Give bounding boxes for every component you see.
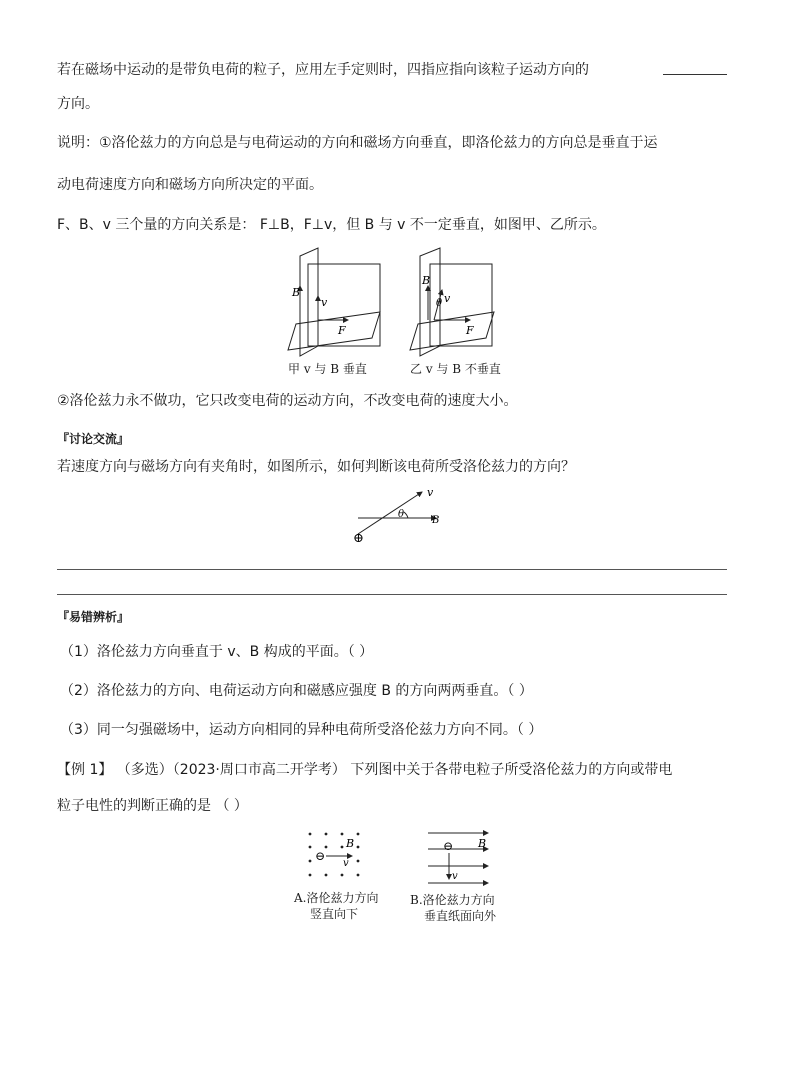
- para1-line1: 若在磁场中运动的是带负电荷的粒子，应用左手定则时，四指应指向该粒子运动方向的: [57, 62, 589, 78]
- para1-line2: 方向。: [57, 96, 99, 112]
- error-item-3: （3）同一匀强磁场中，运动方向相同的异种电荷所受洛伦兹力方向不同。（ ）: [60, 722, 543, 738]
- errors-heading: 『易错辨析』: [57, 610, 130, 624]
- caption-B-1: B.洛伦兹力方向: [410, 893, 495, 907]
- caption-B-2: 垂直纸面向外: [424, 909, 497, 923]
- yi-label-theta: θ: [436, 298, 443, 309]
- example-line2: 粒子电性的判断正确的是 （ ）: [57, 798, 248, 814]
- note-line3: F、B、v 三个量的方向关系是： F⊥B，F⊥v，但 B 与 v 不一定垂直，如图甲、乙所示。: [57, 217, 606, 233]
- yi-label-B: B: [422, 274, 431, 287]
- B-label-v: v: [452, 871, 458, 882]
- caption-A-1: A.洛伦兹力方向: [294, 891, 379, 905]
- A-label-v: v: [343, 858, 349, 869]
- caption-A-2: 竖直向下: [310, 907, 359, 921]
- yi-label-v: v: [444, 292, 451, 305]
- figure-jia-yi: [0, 240, 794, 380]
- discussion-question: 若速度方向与磁场方向有夹角时，如图所示，如何判断该电荷所受洛伦兹力的方向？: [57, 459, 575, 475]
- B-label-B: B: [478, 837, 487, 850]
- angle-label-theta: θ: [398, 509, 405, 520]
- answer-line-1[interactable]: [57, 569, 727, 570]
- yi-label-F: F: [466, 324, 474, 337]
- positive-charge: ⊕: [353, 531, 364, 546]
- example-line1: 【例 1】 （多选）（2023·周口市高二开学考） 下列图中关于各带电粒子所受洛伦兹力的方向或带电: [57, 762, 673, 778]
- A-label-B: B: [346, 837, 355, 850]
- note-line2: 动电荷速度方向和磁场方向所决定的平面。: [57, 177, 323, 193]
- angle-label-B: B: [432, 515, 440, 526]
- diagram-jia: [288, 248, 380, 356]
- A-charge: ⊖: [315, 849, 326, 863]
- jia-label-B: B: [292, 286, 301, 299]
- jia-label-v: v: [321, 296, 328, 309]
- B-charge: ⊖: [443, 839, 454, 853]
- angle-label-v: v: [427, 486, 434, 499]
- note-line1: 说明：①洛伦兹力的方向总是与电荷运动的方向和磁场方向垂直，即洛伦兹力的方向总是垂直于运: [57, 135, 658, 151]
- error-item-1: （1）洛伦兹力方向垂直于 v、B 构成的平面。（ ）: [60, 644, 374, 660]
- answer-line-2[interactable]: [57, 594, 727, 595]
- diagram-yi: [410, 248, 494, 356]
- figure-v-b-angle: [0, 480, 794, 550]
- figure-example: [0, 825, 794, 895]
- point2: ②洛伦兹力永不做功，它只改变电荷的运动方向，不改变电荷的速度大小。: [57, 393, 518, 409]
- caption-jia: 甲 v 与 B 垂直: [288, 362, 367, 376]
- error-item-2: （2）洛伦兹力的方向、电荷运动方向和磁感应强度 B 的方向两两垂直。（ ）: [60, 683, 533, 699]
- discussion-heading: 『讨论交流』: [57, 432, 130, 446]
- caption-yi: 乙 v 与 B 不垂直: [410, 362, 501, 376]
- answer-blank[interactable]: [663, 74, 727, 75]
- jia-label-F: F: [338, 324, 346, 337]
